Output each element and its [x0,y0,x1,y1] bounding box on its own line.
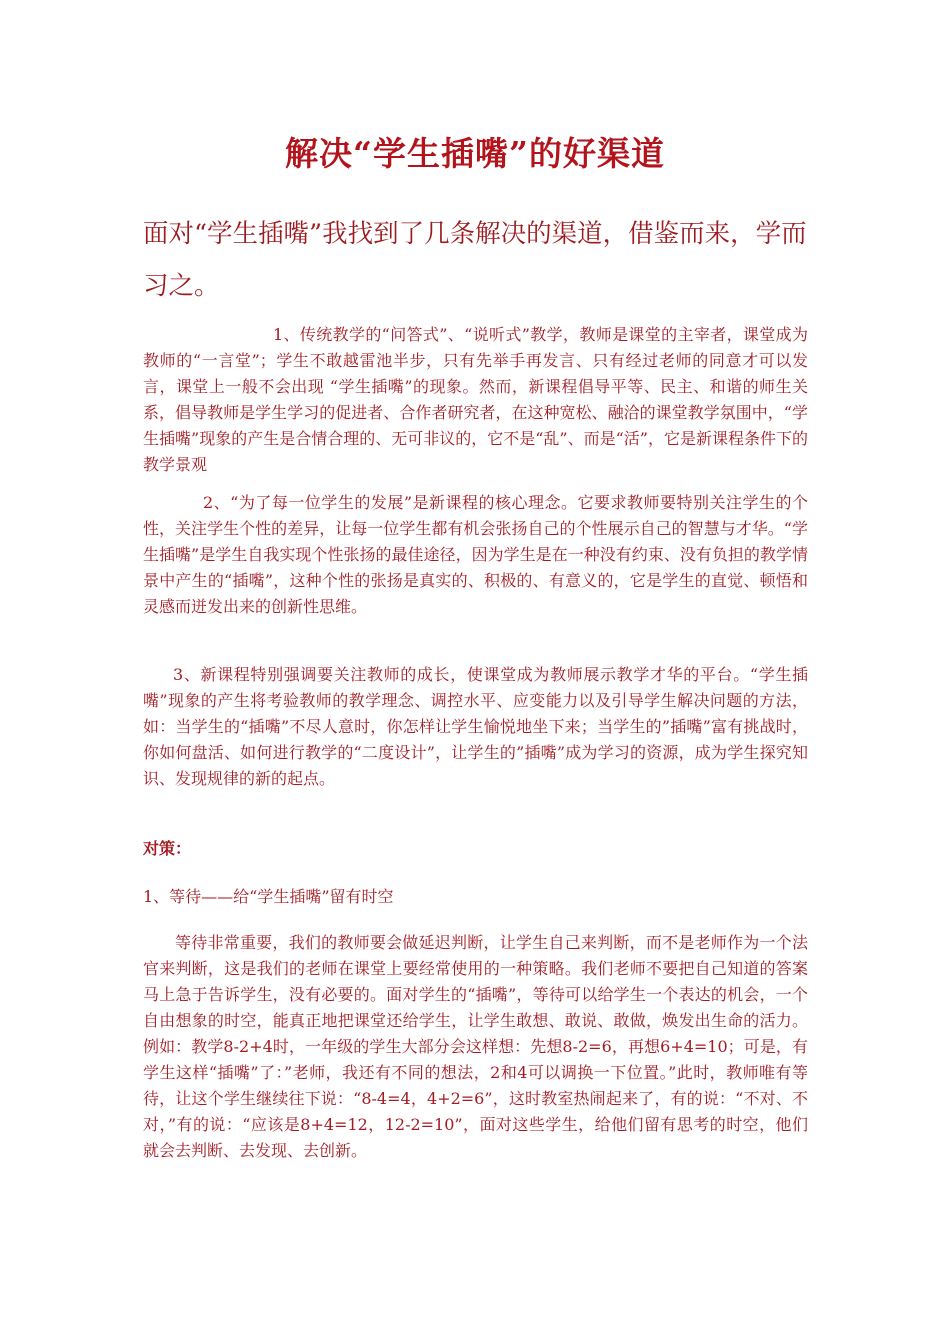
paragraph-2: 2、“为了每一位学生的发展”是新课程的核心理念。它要求教师要特别关注学生的个性，关注学生个性的差异，让每一位学生都有机会张扬自己的个性展示自己的智慧与才华。“学生插嘴”是学生自我实现个性张扬的最佳途径，因为学生是在一种没有约束、没有负担的教学情景中产生的“插嘴”，这种个性的张扬是真实的、积极的、有意义的，它是学生的直觉、顿悟和灵感而迸发出来的创新性思维。 [143,493,808,616]
strategy-1-paragraph: 等待非常重要，我们的教师要会做延迟判断，让学生自己来判断，而不是老师作为一个法官来判断，这是我们的老师在课堂上要经常使用的一种策略。我们老师不要把自己知道的答案马上急于告诉学生，没有必要的。面对学生的“插嘴”，等待可以给学生一个表达的机会，一个自由想象的时空，能真正地把课堂还给学生，让学生敢想、敢说、敢做，焕发出生命的活力。例如：教学8-2+4时，一年级的学生大部分会这样想：先想8-2=6，再想6+4=10；可是，有学生这样“插嘴”了：”老师，我还有不同的想法，2和4可以调换一下位置。”此时，教师唯有等待，让这个学生继续往下说：“8-4=4，4+2=6”，这时教室热闹起来了，有的说：“不对、不对，”有的说：“应该是8+4=12，12-2=10”，面对这些学生，给他们留有思考的时空，他们就会去判断、去发现、去创新。 [143,933,808,1160]
paragraph-3: 3、新课程特别强调要关注教师的成长，使课堂成为教师展示教学才华的平台。“学生插嘴”现象的产生将考验教师的教学理念、调控水平、应变能力以及引导学生解决问题的方法，如：当学生的“插嘴”不尽人意时，你怎样让学生愉悦地坐下来；当学生的”插嘴”富有挑战时，你如何盘活、如何进行教学的“二度设计”，让学生的”插嘴”成为学习的资源，成为学生探究知识、发现规律的新的起点。 [143,665,808,788]
strategy-heading: 对策： [143,839,192,858]
paragraph-1: 1、传统教学的“问答式”、“说听式”教学，教师是课堂的主宰者，课堂成为教师的“一言堂”；学生不敢越雷池半步，只有先举手再发言、只有经过老师的同意才可以发言，课堂上一般不会出现 “学生插嘴”的现象。然而，新课程倡导平等、民主、和谐的师生关系，倡导教师是学生学习的促进者、合作者研究者，在这种宽松、融洽的课堂教学氛围中，“学生插嘴”现象的产生是合情合理的、无可非议的，它不是“乱”、而是“活”，它是新课程条件下的教学景观 [143,325,808,474]
document-title: 解决“学生插嘴”的好渠道 [285,134,665,173]
intro-paragraph: 面对“学生插嘴”我找到了几条解决的渠道，借鉴而来，学而习之。 [143,219,807,301]
strategy-1-title: 1、等待——给“学生插嘴”留有时空 [143,887,394,906]
